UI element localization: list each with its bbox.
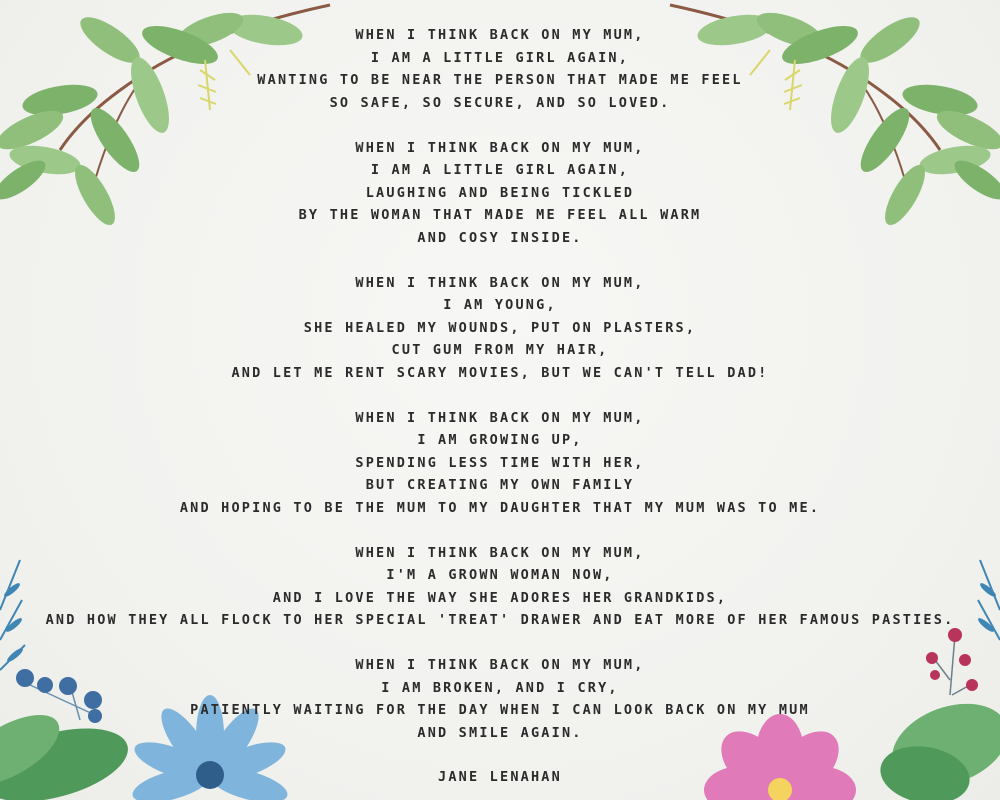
poem-line: AND HOW THEY ALL FLOCK TO HER SPECIAL 'TREAT' DRAWER AND EAT MORE OF HER FAMOUS PASTIES.: [45, 612, 955, 628]
poem-line: SO SAFE, SO SECURE, AND SO LOVED.: [329, 94, 671, 111]
poem-line: AND LET ME RENT SCARY MOVIES, BUT WE CAN'T TELL DAD!: [231, 364, 769, 381]
poem-line: WANTING TO BE NEAR THE PERSON THAT MADE ME FEEL: [257, 72, 743, 88]
poem-line: WHEN I THINK BACK ON MY MUM,: [355, 657, 645, 673]
stanza-1: [0, 24, 1000, 114]
poem-line: I'M A GROWN WOMAN NOW,: [386, 567, 614, 583]
poem-line: I AM A LITTLE GIRL AGAIN,: [370, 49, 630, 66]
poem-line: I AM YOUNG,: [443, 297, 557, 313]
poem: [0, 24, 1000, 788]
stanza-6: [0, 654, 1000, 744]
stanza-3: [0, 272, 1000, 385]
poem-line: I AM BROKEN, AND I CRY,: [381, 679, 619, 696]
poem-line: AND COSY INSIDE.: [417, 229, 583, 246]
stanza-2: [0, 137, 1000, 250]
poem-line: WHEN I THINK BACK ON MY MUM,: [355, 27, 645, 43]
poem-line: SPENDING LESS TIME WITH HER,: [355, 454, 645, 471]
poem-line: AND SMILE AGAIN.: [417, 724, 583, 741]
poem-line: AND HOPING TO BE THE MUM TO MY DAUGHTER THAT MY MUM WAS TO ME.: [179, 499, 821, 516]
stanza-4: [0, 407, 1000, 520]
poem-line: AND I LOVE THE WAY SHE ADORES HER GRANDKIDS,: [272, 589, 728, 606]
stanza-5: [0, 542, 1000, 632]
author-name: JANE LENAHAN: [438, 768, 562, 785]
poem-line: LAUGHING AND BEING TICKLED: [365, 184, 635, 201]
poem-line: I AM GROWING UP,: [417, 432, 583, 448]
poem-line: WHEN I THINK BACK ON MY MUM,: [355, 139, 645, 156]
poem-line: WHEN I THINK BACK ON MY MUM,: [355, 544, 645, 561]
poem-line: WHEN I THINK BACK ON MY MUM,: [355, 274, 645, 291]
poem-line: SHE HEALED MY WOUNDS, PUT ON PLASTERS,: [303, 319, 697, 336]
poem-line: BY THE WOMAN THAT MADE ME FEEL ALL WARM: [298, 207, 702, 223]
poem-line: CUT GUM FROM MY HAIR,: [391, 342, 609, 358]
poem-line: WHEN I THINK BACK ON MY MUM,: [355, 409, 645, 426]
poem-line: I AM A LITTLE GIRL AGAIN,: [370, 162, 630, 178]
poem-line: PATIENTLY WAITING FOR THE DAY WHEN I CAN LOOK BACK ON MY MUM: [190, 702, 810, 718]
poem-line: BUT CREATING MY OWN FAMILY: [365, 477, 635, 493]
